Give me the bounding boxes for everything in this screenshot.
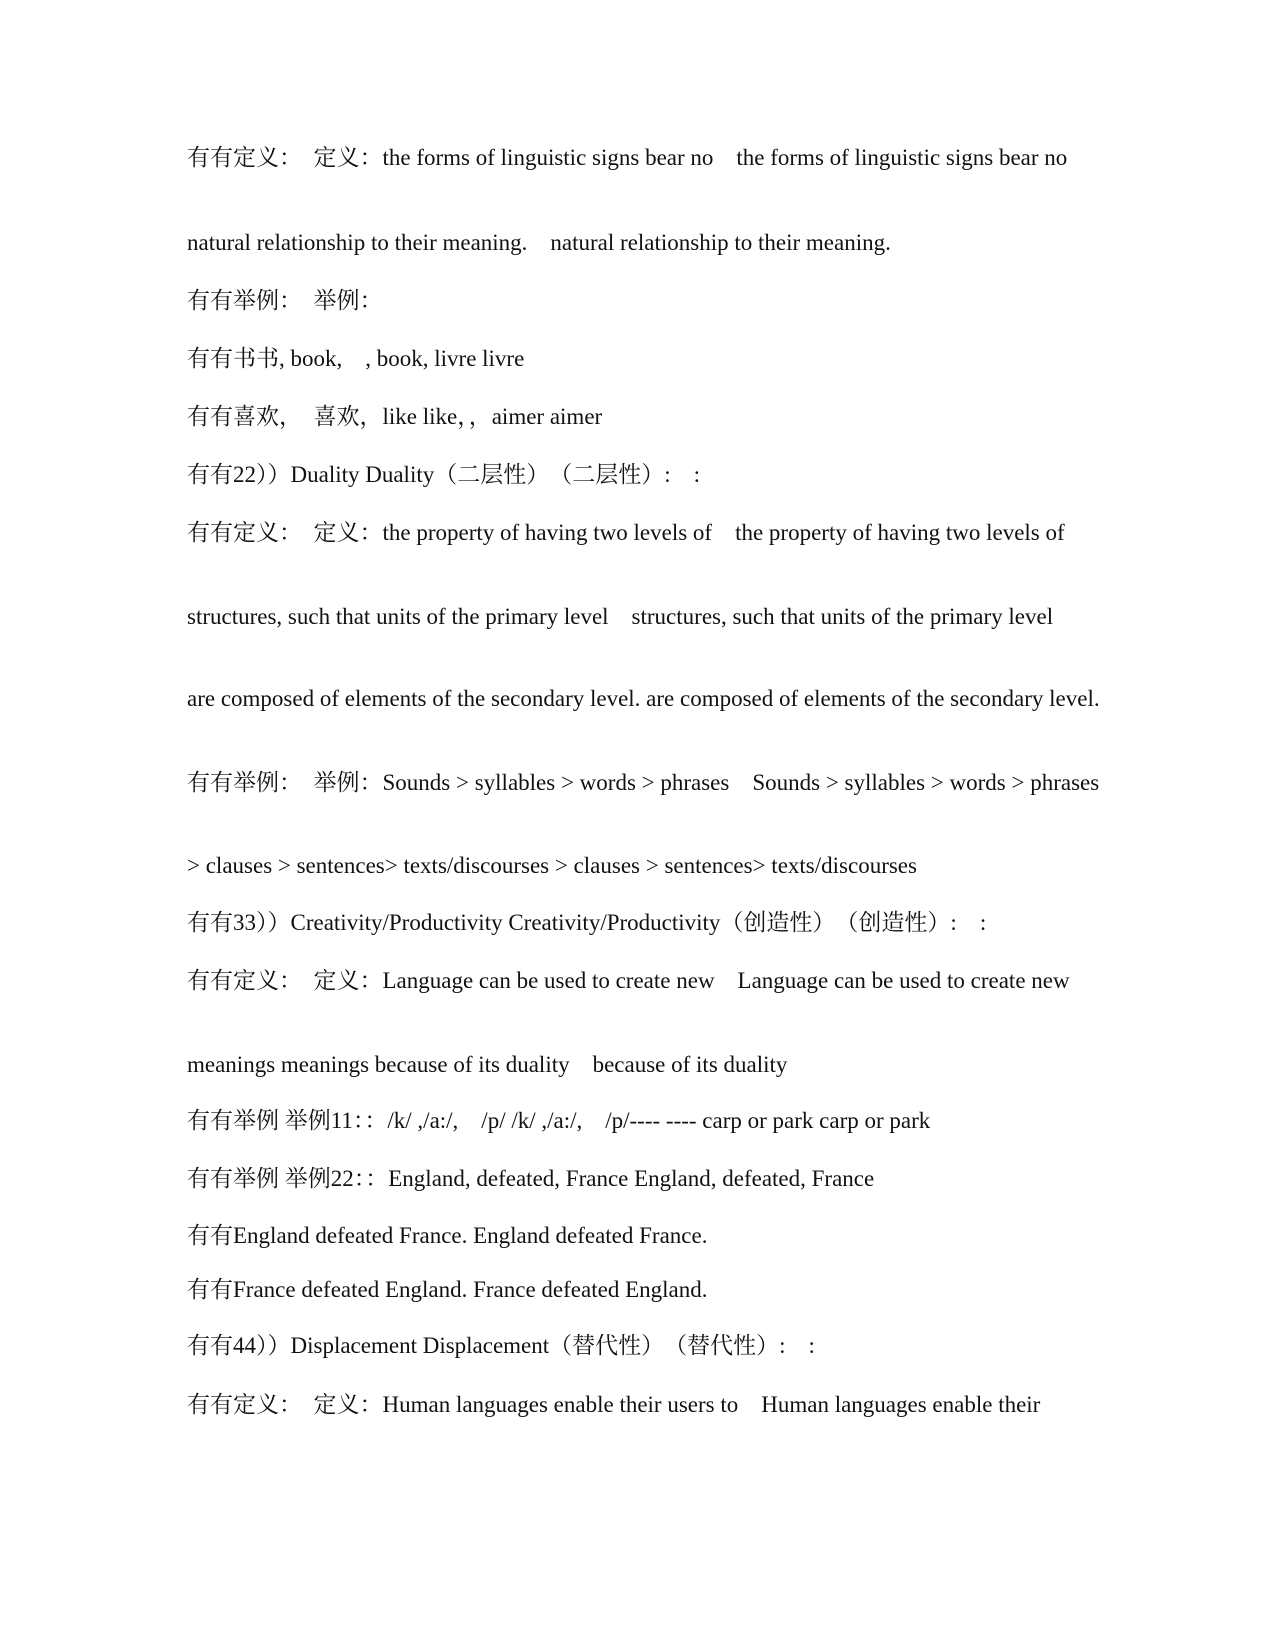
text-line: natural relationship to their meaning. natural relationship to their meaning. — [187, 230, 891, 255]
definition-line: 有有定义： 定义：Human languages enable their users to Human languages enable their — [187, 1392, 1041, 1417]
text-line: > clauses > sentences> texts/discourses > clauses > sentences> texts/discourses — [187, 853, 917, 878]
example-line: 有有England defeated France. England defeated France. — [187, 1223, 708, 1248]
text-line: are composed of elements of the secondary level. are composed of elements of the secondary level. — [187, 686, 1100, 711]
example-line: 有有举例 举例22：：England, defeated, France England, defeated, France — [187, 1166, 875, 1191]
example-line: 有有France defeated England. France defeated England. — [187, 1277, 708, 1302]
definition-line: 有有定义： 定义：the forms of linguistic signs bear no the forms of linguistic signs bear no — [187, 145, 1068, 170]
section-heading: 有有33））Creativity/Productivity Creativity/Productivity（创造性） （创造性）: : — [187, 910, 987, 935]
definition-line: 有有定义： 定义：Language can be used to create new Language can be used to create new — [187, 968, 1070, 993]
section-heading: 有有44））Displacement Displacement（替代性） （替代性）: : — [187, 1333, 815, 1358]
definition-line: 有有定义： 定义：the property of having two levels of the property of having two levels of — [187, 520, 1065, 545]
example-line: 有有书书, book, , book, livre livre — [187, 346, 525, 371]
section-heading: 有有22））Duality Duality（二层性） （二层性）: : — [187, 462, 701, 487]
text-line: structures, such that units of the primary level structures, such that units of the primary level — [187, 604, 1054, 629]
example-line: 有有喜欢， 喜欢，like like，，aimer aimer — [187, 404, 603, 429]
example-heading: 有有举例： 举例： — [187, 288, 383, 313]
example-line: 有有举例 举例11：：/k/ ,/a:/, /p/ /k/ ,/a:/, /p/---- ---- carp or park carp or park — [187, 1108, 931, 1133]
text-line: meanings meanings because of its duality because of its duality — [187, 1052, 788, 1077]
example-line: 有有举例： 举例：Sounds > syllables > words > phrases Sounds > syllables > words > phrases — [187, 770, 1100, 795]
